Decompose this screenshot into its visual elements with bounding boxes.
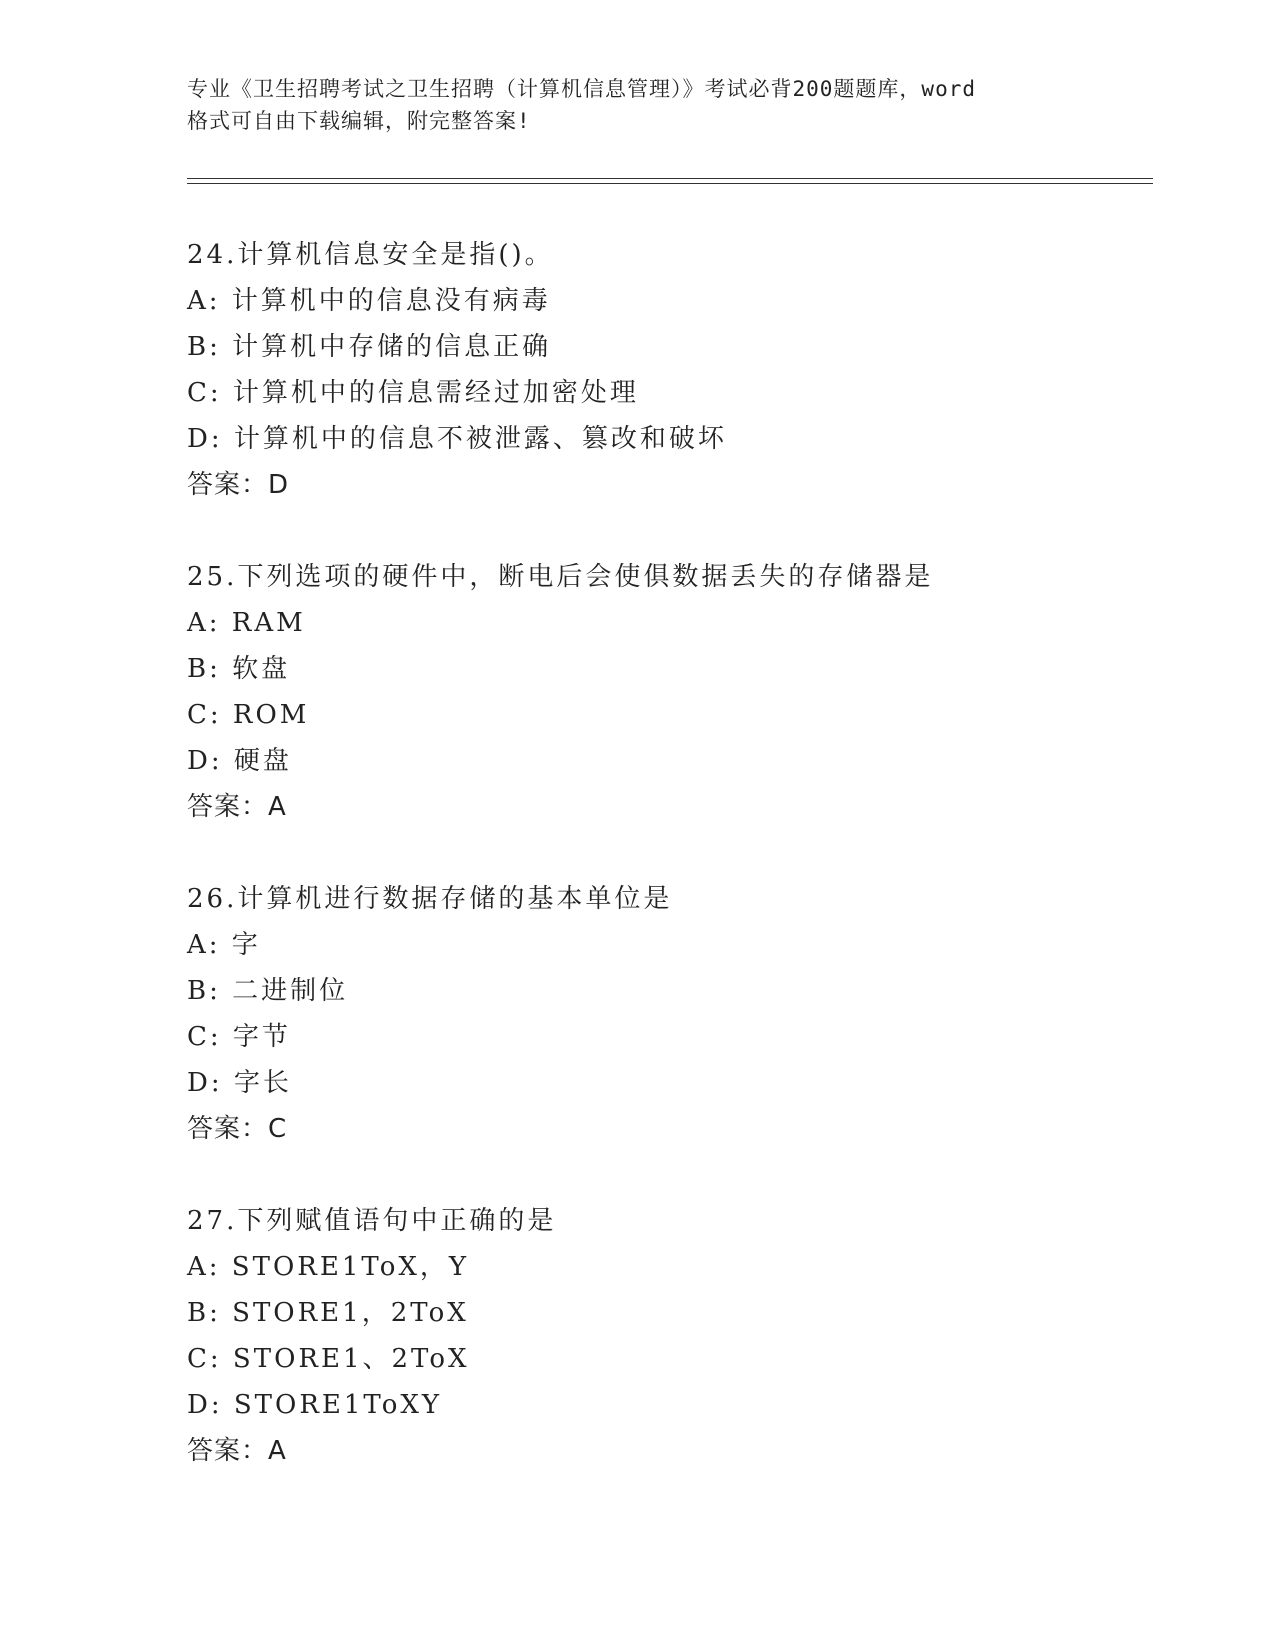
- option-b: B: 软盘: [187, 654, 291, 684]
- document-header: [187, 73, 1087, 137]
- option-a: A: 计算机中的信息没有病毒: [187, 286, 551, 316]
- answer-line: 答案：C: [187, 1114, 288, 1144]
- question-27: [187, 1198, 1147, 1474]
- option-c: C: STORE1、2ToX: [187, 1344, 470, 1374]
- option-b: B: 计算机中存储的信息正确: [187, 332, 552, 362]
- option-d: D: 计算机中的信息不被泄露、篡改和破坏: [187, 424, 727, 454]
- option-a: A: RAM: [187, 608, 306, 638]
- option-d: D: 硬盘: [187, 746, 292, 776]
- question-text: 计算机信息安全是指()。: [237, 240, 554, 270]
- question-text: 下列赋值语句中正确的是: [237, 1206, 557, 1236]
- question-stem: [187, 876, 1147, 922]
- question-text: 计算机进行数据存储的基本单位是: [237, 884, 673, 914]
- option-d: D: 字长: [187, 1068, 292, 1098]
- question-24: [187, 232, 1147, 508]
- option-c: C: ROM: [187, 700, 310, 730]
- question-stem: [187, 554, 1147, 600]
- option-b: B: 二进制位: [187, 976, 349, 1006]
- question-list: [187, 232, 1147, 1474]
- header-divider-top: [187, 178, 1153, 179]
- option-b: B: STORE1，2ToX: [187, 1298, 469, 1328]
- question-number: 26.: [187, 884, 238, 914]
- header-title-line-1: 专业《卫生招聘考试之卫生招聘（计算机信息管理）》考试必背200题题库，word: [187, 77, 976, 101]
- answer-line: 答案：A: [187, 1436, 287, 1466]
- question-stem: [187, 1198, 1147, 1244]
- option-a: A: STORE1ToX，Y: [187, 1252, 470, 1282]
- question-number: 27.: [187, 1206, 238, 1236]
- option-c: C: 字节: [187, 1022, 291, 1052]
- option-a: A: 字: [187, 930, 261, 960]
- header-divider-bottom: [187, 183, 1153, 184]
- question-25: [187, 554, 1147, 830]
- question-number: 24.: [187, 240, 238, 270]
- answer-line: 答案：D: [187, 470, 290, 500]
- answer-line: 答案：A: [187, 792, 287, 822]
- header-title-line-2: 格式可自由下载编辑，附完整答案!: [187, 109, 531, 133]
- question-stem: [187, 232, 1147, 278]
- question-text: 下列选项的硬件中，断电后会使俱数据丢失的存储器是: [237, 562, 934, 592]
- option-c: C: 计算机中的信息需经过加密处理: [187, 378, 639, 408]
- question-26: [187, 876, 1147, 1152]
- question-number: 25.: [187, 562, 238, 592]
- option-d: D: STORE1ToXY: [187, 1390, 443, 1420]
